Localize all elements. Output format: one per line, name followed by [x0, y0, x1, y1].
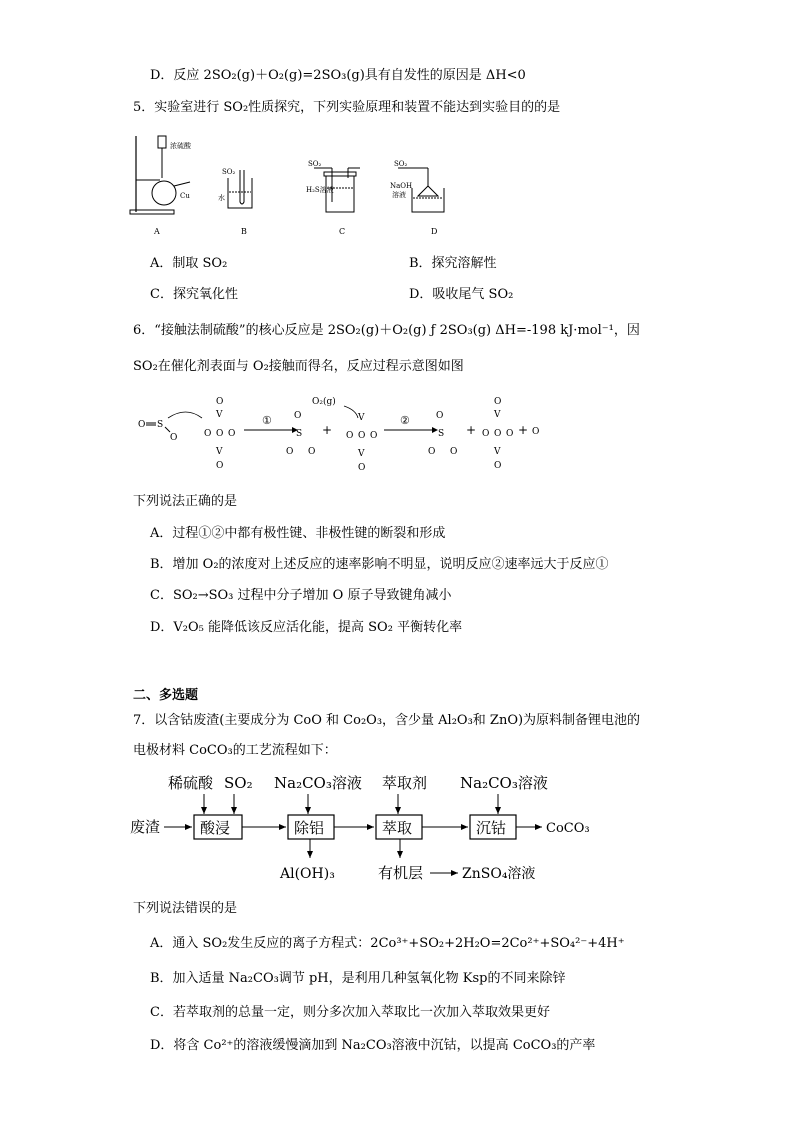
label-d: D — [431, 227, 438, 236]
atom-o: O — [216, 461, 224, 471]
label-cu: Cu — [180, 192, 190, 200]
label-so2-d: SO₂ — [394, 160, 408, 168]
flow-product: CoCO₃ — [546, 821, 590, 836]
q5-option-b: B．探究溶解性 — [409, 256, 497, 271]
atom-o: O — [308, 447, 316, 457]
q6-option-b: B．增加 O₂的浓度对上述反应的速率影响不明显，说明反应②速率远大于反应① — [150, 557, 609, 572]
label-conc-acid: 浓硫酸 — [170, 142, 191, 150]
q6-stem-line2: SO₂在催化剂表面与 O₂接触而得名，反应过程示意图如图 — [133, 359, 464, 374]
atom-v: V — [216, 410, 223, 420]
flow-step-2: 除铝 — [294, 819, 325, 837]
atom-o: O — [286, 447, 294, 457]
atom-o: O — [216, 397, 224, 407]
flow-reagent-1: 稀硫酸 — [168, 774, 214, 792]
step-1-label: ① — [262, 414, 272, 427]
atom-v: V — [358, 449, 365, 459]
q7-option-c: C．若萃取剂的总量一定，则分多次加入萃取比一次加入萃取效果更好 — [150, 1005, 550, 1020]
label-a: A — [154, 227, 160, 236]
section-title: 二、多选题 — [133, 688, 199, 703]
atom-o: O — [228, 429, 236, 439]
step-2-label: ② — [400, 414, 410, 427]
atom-o: O — [370, 431, 378, 441]
q6-reaction-diagram — [132, 392, 572, 474]
label-so2-c: SO₂ — [308, 160, 322, 168]
atom-o: O — [532, 427, 540, 437]
plus-sign: + — [466, 423, 477, 437]
atom-o: O — [506, 429, 514, 439]
label-water: 水 — [218, 194, 225, 202]
q6-stem-line1: 6．“接触法制硫酸”的核心反应是 2SO₂(g)＋O₂(g) ƒ 2SO₃(g) ΔH=-198 kJ·mol⁻¹，因 — [133, 323, 640, 338]
flow-byproduct-2: 有机层 — [378, 864, 424, 882]
q6-option-c: C．SO₂→SO₃ 过程中分子增加 O 原子导致键角减小 — [150, 588, 452, 603]
q5-apparatus-figure — [128, 128, 458, 240]
label-so2-b: SO₂ — [222, 168, 236, 176]
atom-o: O — [170, 433, 178, 443]
o2-gas-label: O₂(g) — [312, 397, 336, 407]
atom-o: O — [436, 411, 444, 421]
flow-reagent-3: Na₂CO₃溶液 — [274, 774, 362, 792]
flow-reagent-4: 萃取剂 — [382, 774, 428, 792]
atom-o: O — [294, 411, 302, 421]
atom-s: S — [157, 420, 164, 430]
atom-o: O — [358, 431, 366, 441]
flow-reagent-5: Na₂CO₃溶液 — [460, 774, 548, 792]
atom-o: O — [204, 429, 212, 439]
atom-s: S — [438, 429, 445, 439]
label-c: C — [339, 227, 346, 236]
q5-option-c: C．探究氧化性 — [150, 287, 238, 302]
atom-o: O — [494, 429, 502, 439]
atom-v: V — [216, 447, 223, 457]
atom-o: O — [346, 431, 354, 441]
atom-v: V — [494, 410, 501, 420]
q7-stem-line1: 7．以含钴废渣(主要成分为 CoO 和 Co₂O₃，含少量 Al₂O₃和 ZnO)为原料制备锂电池的 — [133, 713, 641, 728]
label-soln: 溶液 — [392, 191, 406, 199]
q5-option-a: A．制取 SO₂ — [150, 256, 228, 271]
flow-byproduct-1: Al(OH)₃ — [280, 866, 335, 882]
atom-o: O — [216, 429, 224, 439]
atom-o: O — [494, 397, 502, 407]
q4-option-d: D．反应 2SO₂(g)＋O₂(g)=2SO₃(g)具有自发性的原因是 ΔH<0 — [150, 68, 526, 83]
q7-option-b: B．加入适量 Na₂CO₃调节 pH，是利用几种氢氧化物 Ksp的不同来除锌 — [150, 971, 566, 986]
apparatus-a — [130, 136, 192, 236]
atom-v: V — [494, 447, 501, 457]
flow-step-1: 酸浸 — [200, 819, 231, 837]
apparatus-b — [218, 168, 252, 236]
label-naoh: NaOH — [390, 182, 413, 190]
q7-process-flow — [128, 768, 608, 886]
atom-v: V — [358, 413, 365, 423]
atom-s: S — [296, 429, 303, 439]
q7-stem-line2: 电极材料 CoCO₃的工艺流程如下： — [133, 743, 337, 758]
flow-step-3: 萃取 — [382, 819, 413, 837]
q6-prompt: 下列说法正确的是 — [133, 494, 238, 509]
label-b: B — [241, 227, 247, 236]
apparatus-c — [306, 160, 360, 236]
flow-byproduct-3: ZnSO₄溶液 — [462, 866, 536, 882]
atom-o: O — [428, 447, 436, 457]
plus-sign: + — [322, 423, 333, 437]
q7-option-d: D．将含 Co²⁺的溶液缓慢滴加到 Na₂CO₃溶液中沉钴，以提高 CoCO₃的产率 — [150, 1038, 596, 1053]
flow-input: 废渣 — [130, 818, 161, 836]
atom-o: O — [450, 447, 458, 457]
q6-option-d: D．V₂O₅ 能降低该反应活化能，提高 SO₂ 平衡转化率 — [150, 620, 463, 635]
flow-reagent-2: SO₂ — [224, 774, 253, 792]
atom-o: O — [358, 463, 366, 473]
q6-option-a: A．过程①②中都有极性键、非极性键的断裂和形成 — [150, 526, 446, 541]
atom-o: O — [494, 461, 502, 471]
q7-prompt: 下列说法错误的是 — [133, 901, 238, 916]
apparatus-d — [390, 160, 444, 236]
q7-option-a: A．通入 SO₂发生反应的离子方程式：2Co³⁺+SO₂+2H₂O=2Co²⁺+SO₄²⁻+4H⁺ — [150, 936, 625, 951]
q5-stem: 5．实验室进行 SO₂性质探究，下列实验原理和装置不能达到实验目的的是 — [133, 100, 561, 115]
atom-o: O — [138, 420, 146, 430]
label-h2s: H₂S溶液 — [306, 186, 334, 194]
flow-step-4: 沉钴 — [476, 819, 507, 837]
q5-option-d: D．吸收尾气 SO₂ — [409, 287, 514, 302]
plus-sign: + — [518, 423, 529, 437]
atom-o: O — [482, 429, 490, 439]
